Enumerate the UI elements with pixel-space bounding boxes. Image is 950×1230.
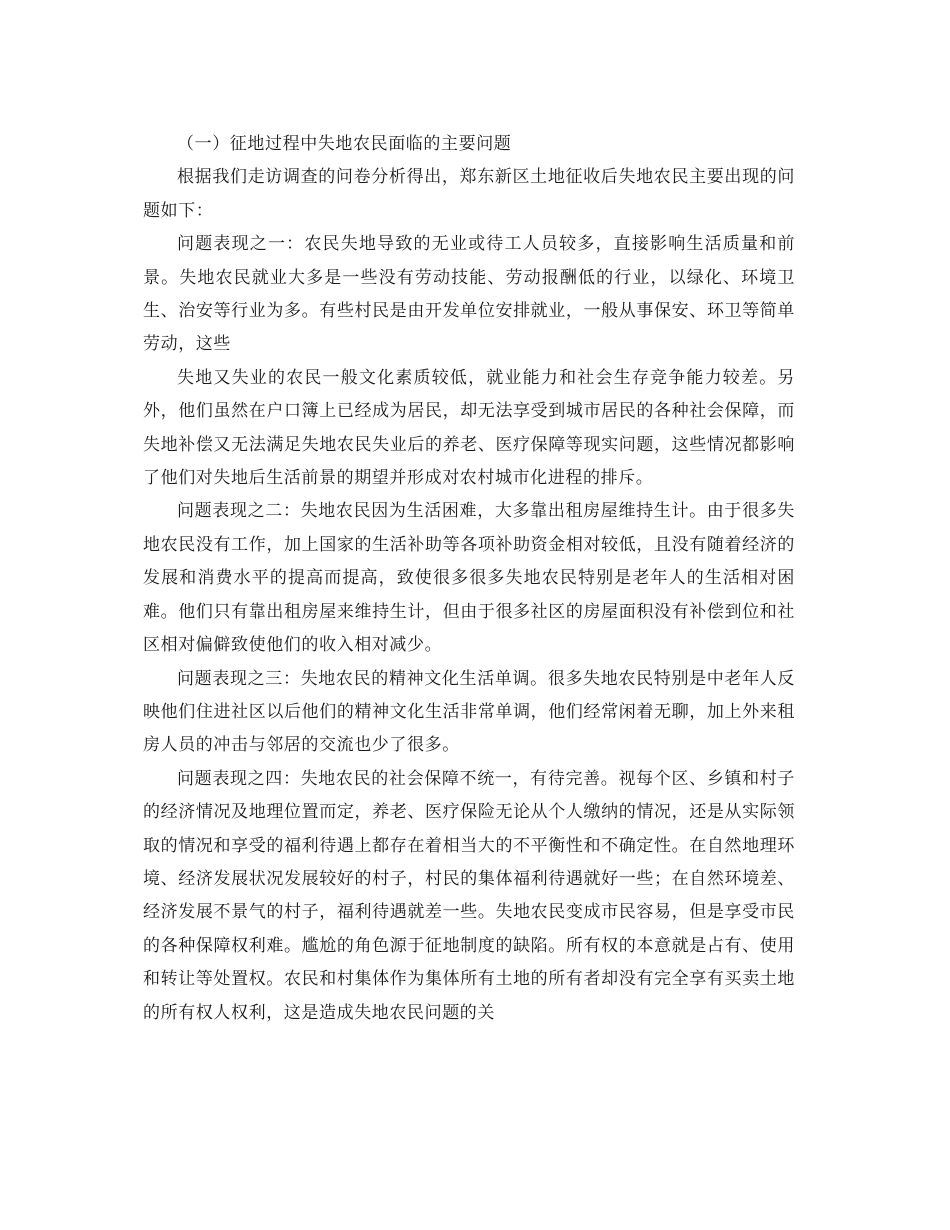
paragraph-problem-1: 问题表现之一：农民失地导致的无业或待工人员较多，直接影响生活质量和前景。失地农民就业大多是一些没有劳动技能、劳动报酬低的行业，以绿化、环境卫生、治安等行业为多。有些村民是由开发单位安排就业，一般从事保安、环卫等简单劳动，这些 <box>143 234 795 355</box>
paragraph-problem-3: 问题表现之三：失地农民的精神文化生活单调。很多失地农民特别是中老年人反映他们住进社区以后他们的精神文化生活非常单调，他们经常闲着无聊，加上外来租房人员的冲击与邻居的交流也少了很多。 <box>143 668 795 756</box>
paragraph-problem-4: 问题表现之四：失地农民的社会保障不统一，有待完善。视每个区、乡镇和村子的经济情况及地理位置而定，养老、医疗保险无论从个人缴纳的情况，还是从实际领取的情况和享受的福利待遇上都存在着相当大的不平衡性和不确定性。在自然地理环境、经济发展状况发展较好的村子，村民的集体福利待遇就好一些；在自然环境差、经济发展不景气的村子，福利待遇就差一些。失地农民变成市民容易，但是享受市民的各种保障权利难。尴尬的角色源于征地制度的缺陷。所有权的本意就是占有、使用和转让等处置权。农民和村集体作为集体所有土地的所有者却没有完全享有买卖土地的所有权人权利，这是造成失地农民问题的关 <box>143 768 795 1023</box>
document-body <box>143 128 795 1030</box>
paragraph-problem-2: 问题表现之二：失地农民因为生活困难，大多靠出租房屋维持生计。由于很多失地农民没有工作，加上国家的生活补助等各项补助资金相对较低，且没有随着经济的发展和消费水平的提高而提高，致使很多很多失地农民特别是老年人的生活相对困难。他们只有靠出租房屋来维持生计，但由于很多社区的房屋面积没有补偿到位和社区相对偏僻致使他们的收入相对减少。 <box>143 501 795 656</box>
paragraph-problem-1-continued: 失地又失业的农民一般文化素质较低，就业能力和社会生存竞争能力较差。另外，他们虽然在户口簿上已经成为居民，却无法享受到城市居民的各种社会保障，而失地补偿又无法满足失地农民失业后的养老、医疗保障等现实问题，这些情况都影响了他们对失地后生活前景的期望并形成对农村城市化进程的排斥。 <box>143 367 795 489</box>
section-heading: （一）征地过程中失地农民面临的主要问题 <box>177 134 512 154</box>
paragraph-intro: 根据我们走访调查的问卷分析得出，郑东新区土地征收后失地农民主要出现的问题如下： <box>143 167 795 221</box>
